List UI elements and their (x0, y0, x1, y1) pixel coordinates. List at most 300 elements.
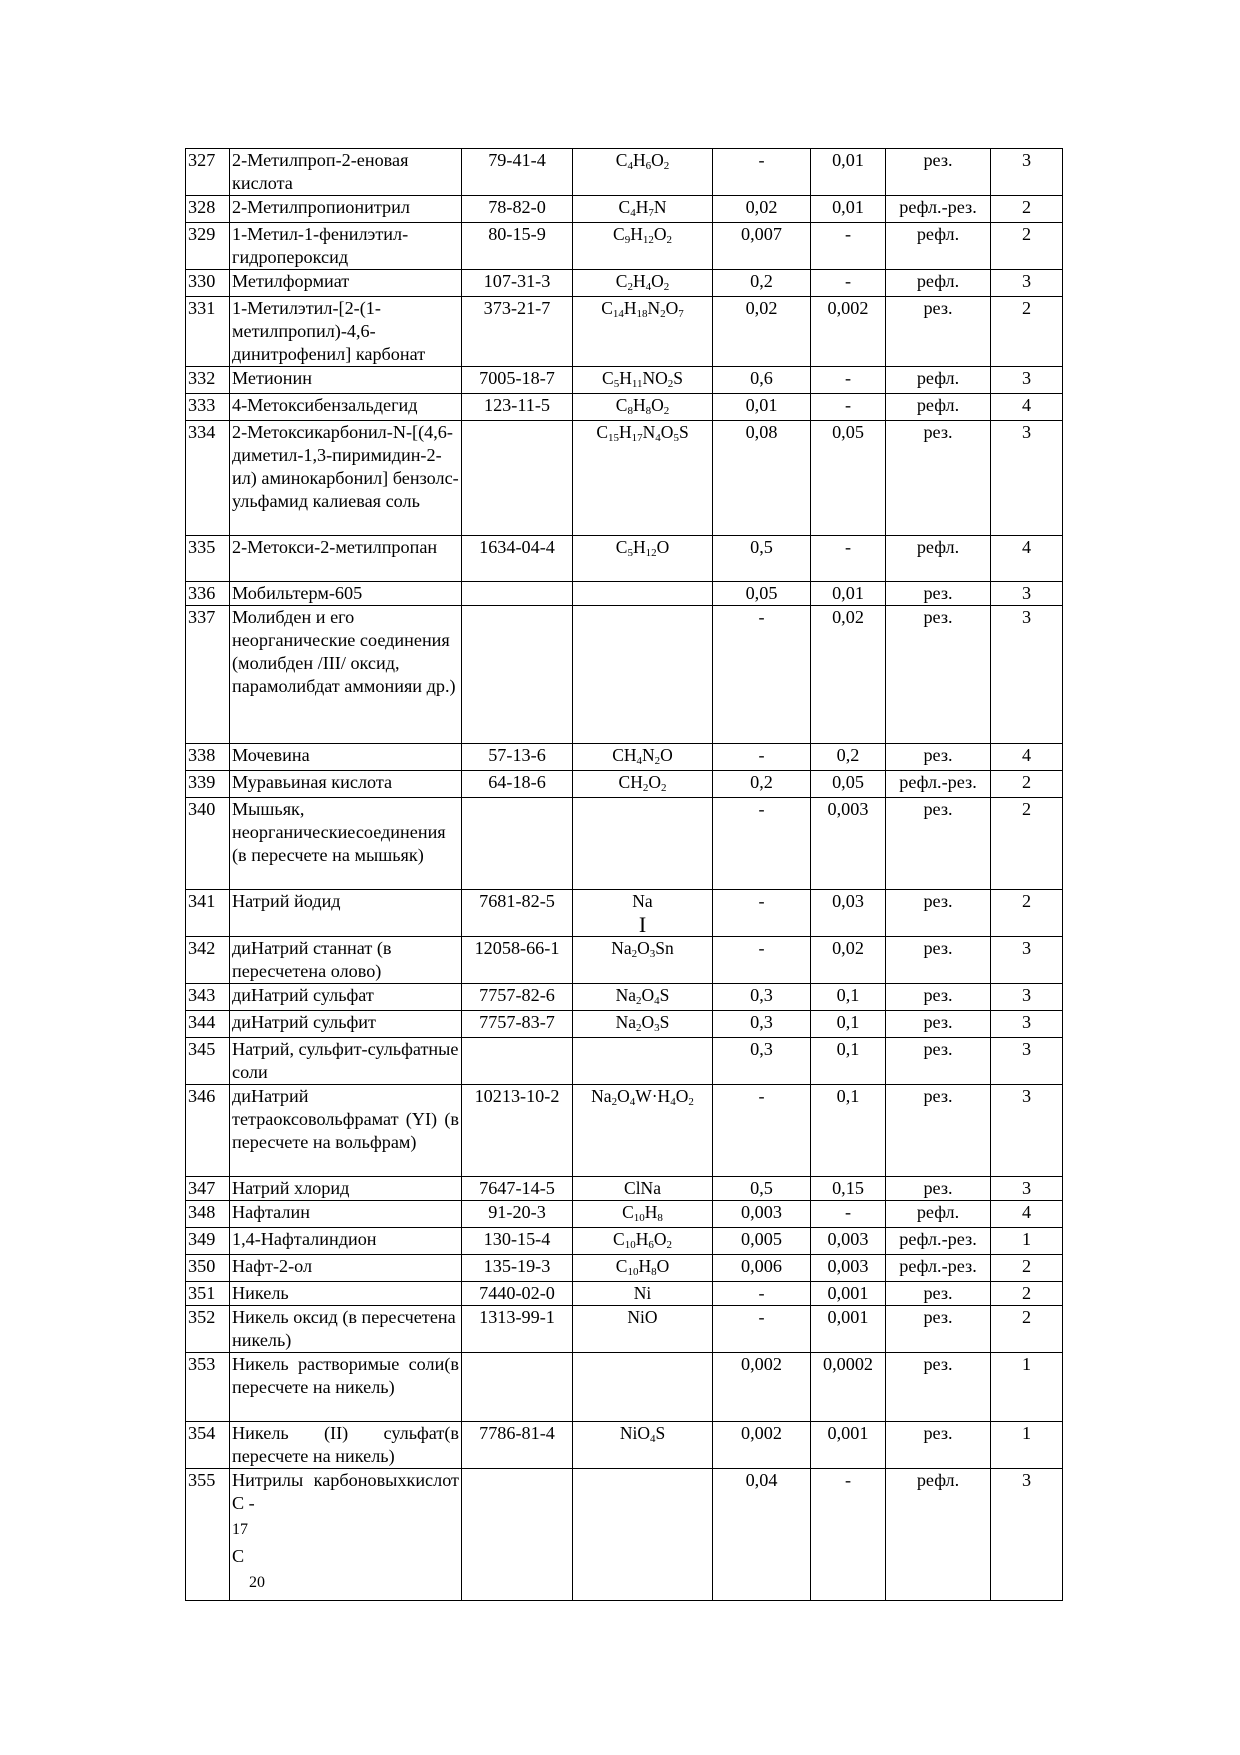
formula-subscript: 4 (627, 160, 633, 172)
formula (573, 223, 713, 270)
row-number: 328 (186, 196, 230, 223)
limit-value-1: 0,005 (713, 1228, 811, 1255)
limit-value-1: 0,3 (713, 1038, 811, 1085)
method: рез. (886, 1422, 991, 1469)
formula-part: O (660, 745, 673, 765)
substance-name: Натрий, сульфит-сульфатные соли (230, 1038, 462, 1085)
row-number: 352 (186, 1306, 230, 1353)
formula-subscript: 2 (631, 948, 638, 960)
limit-value-2: 0,05 (811, 421, 886, 536)
formula-subscript: 4 (629, 1096, 636, 1108)
formula (573, 582, 713, 606)
limit-value-1: - (713, 1282, 811, 1306)
formula-part: Na (611, 938, 632, 958)
formula-subscript: 12 (645, 547, 657, 559)
row-number: 338 (186, 744, 230, 771)
formula-part: O (651, 271, 664, 291)
method: рез. (886, 297, 991, 367)
limit-value-1: 0,002 (713, 1422, 811, 1469)
formula-subscript: 4 (630, 207, 636, 219)
formula-subscript: 2 (636, 1022, 642, 1034)
formula-part: S (673, 368, 683, 388)
row-number: 337 (186, 606, 230, 744)
formula (573, 798, 713, 890)
hazard-class: 3 (991, 984, 1063, 1011)
formula-part: C (613, 224, 625, 244)
method: рез. (886, 606, 991, 744)
cas-number: 7757-83-7 (462, 1011, 573, 1038)
formula-part: H (632, 395, 646, 415)
method: рефл. (886, 1469, 991, 1601)
carbon-range-upper: 17 (232, 1521, 248, 1538)
limit-value-1: 0,3 (713, 984, 811, 1011)
formula-part: C (618, 197, 631, 217)
hazard-class: 3 (991, 937, 1063, 984)
formula-subscript: 12 (642, 234, 654, 246)
limit-value-2: - (811, 536, 886, 582)
cas-number: 1634-04-4 (462, 536, 573, 582)
substance-name: 1,4-Нафталиндион (230, 1228, 462, 1255)
hazard-class: 2 (991, 1306, 1063, 1353)
method: рез. (886, 1011, 991, 1038)
substance-name: 4-Метоксибензальдегид (230, 394, 462, 421)
limit-value-2: 0,001 (811, 1282, 886, 1306)
formula-part: O (648, 772, 661, 792)
row-number: 344 (186, 1011, 230, 1038)
limit-value-1: 0,003 (713, 1201, 811, 1228)
formula (573, 890, 713, 937)
method: рез. (886, 1038, 991, 1085)
method: рез. (886, 1282, 991, 1306)
table-row (186, 937, 1063, 984)
cas-number: 64-18-6 (462, 771, 573, 798)
formula (573, 1201, 713, 1228)
formula (573, 367, 713, 394)
table-row (186, 1353, 1063, 1422)
hazard-class: 3 (991, 1469, 1063, 1601)
limit-value-1: 0,5 (713, 1177, 811, 1201)
cas-number: 12058-66-1 (462, 937, 573, 984)
substance-name: Мышьяк, неорганическиесоединения (в пересчете на мышьяк) (230, 798, 462, 890)
row-number: 354 (186, 1422, 230, 1469)
formula-part: O (651, 150, 664, 170)
formula (573, 606, 713, 744)
table-row (186, 196, 1063, 223)
formula-part: C (615, 271, 628, 291)
limit-value-2: 0,1 (811, 984, 886, 1011)
table-row (186, 1255, 1063, 1282)
hazard-class: 3 (991, 270, 1063, 297)
cas-number: 7647-14-5 (462, 1177, 573, 1201)
row-number: 347 (186, 1177, 230, 1201)
limit-value-2: - (811, 394, 886, 421)
table-row (186, 582, 1063, 606)
formula (573, 421, 713, 536)
limit-value-2: 0,1 (811, 1085, 886, 1177)
formula-part: H (619, 422, 632, 442)
limit-value-2: 0,01 (811, 582, 886, 606)
method: рез. (886, 1353, 991, 1422)
formula-part: H (632, 271, 646, 291)
limit-value-1: - (713, 606, 811, 744)
limit-value-1: 0,05 (713, 582, 811, 606)
method: рефл.-рез. (886, 1255, 991, 1282)
carbon-symbol: С (232, 1546, 245, 1566)
formula-subscript: 4 (654, 995, 660, 1007)
formula-subscript: 2 (660, 782, 667, 794)
formula-part: Sn (655, 938, 674, 958)
cas-number (462, 421, 573, 536)
table-row (186, 984, 1063, 1011)
row-number: 342 (186, 937, 230, 984)
limit-value-2: - (811, 270, 886, 297)
substance-name: диНатрий тетраоксовольфрамат (YI) (в пересчете на вольфрам) (230, 1085, 462, 1177)
hazard-class: 3 (991, 1038, 1063, 1085)
method: рефл.-рез. (886, 771, 991, 798)
table-row (186, 536, 1063, 582)
limit-value-2: 0,0002 (811, 1353, 886, 1422)
limit-value-1: 0,006 (713, 1255, 811, 1282)
formula-part: H (644, 1202, 658, 1222)
table-row (186, 1306, 1063, 1353)
substance-name: Мобильтерм-605 (230, 582, 462, 606)
cas-number: 123-11-5 (462, 394, 573, 421)
limit-value-1: - (713, 798, 811, 890)
hazard-class: 2 (991, 196, 1063, 223)
formula-part: ClNa (624, 1178, 661, 1198)
substance-name: диНатрий станнат (в пересчетена олово) (230, 937, 462, 984)
formula (573, 937, 713, 984)
cas-number: 91-20-3 (462, 1201, 573, 1228)
row-number: 331 (186, 297, 230, 367)
cas-number (462, 582, 573, 606)
cas-number (462, 1038, 573, 1085)
substance-name: диНатрий сульфат (230, 984, 462, 1011)
formula (573, 394, 713, 421)
substance-name: Никель оксид (в пересчетена никель) (230, 1306, 462, 1353)
limit-value-1: 0,02 (713, 297, 811, 367)
formula-part: O (651, 395, 664, 415)
limit-value-2: 0,01 (811, 196, 886, 223)
method: рез. (886, 744, 991, 771)
method: рефл. (886, 367, 991, 394)
row-number: 353 (186, 1353, 230, 1422)
formula-part: NiO (627, 1307, 658, 1327)
method: рез. (886, 582, 991, 606)
table-row (186, 223, 1063, 270)
formula-part: CH (612, 745, 637, 765)
hazard-class: 3 (991, 1085, 1063, 1177)
method: рез. (886, 984, 991, 1011)
formula-subscript: 2 (627, 281, 633, 293)
table-body (186, 149, 1063, 1601)
formula-part: CH (618, 772, 643, 792)
formula-subscript: 8 (651, 1266, 657, 1278)
limit-value-1: 0,08 (713, 421, 811, 536)
table-row (186, 1011, 1063, 1038)
row-number: 349 (186, 1228, 230, 1255)
cas-number: 130-15-4 (462, 1228, 573, 1255)
formula (573, 744, 713, 771)
formula-subscript: 10 (624, 1239, 636, 1251)
table-row (186, 367, 1063, 394)
cas-number: 373-21-7 (462, 297, 573, 367)
formula (573, 1255, 713, 1282)
limit-value-2: 0,03 (811, 890, 886, 937)
formula-part: H (619, 368, 632, 388)
row-number: 345 (186, 1038, 230, 1085)
limit-value-1: 0,007 (713, 223, 811, 270)
formula (573, 1038, 713, 1085)
formula-part: S (659, 985, 670, 1005)
substance-name: 1-Метил-1-фенилэтил-гидропероксид (230, 223, 462, 270)
formula-subscript: 2 (660, 308, 666, 320)
formula-subscript: 2 (636, 995, 642, 1007)
formula-part: O (656, 537, 670, 557)
formula (573, 984, 713, 1011)
hazard-class: 2 (991, 1255, 1063, 1282)
formula-subscript: 8 (657, 1212, 663, 1224)
row-number: 351 (186, 1282, 230, 1306)
formula-part: O (653, 224, 667, 244)
formula-part: O (617, 1086, 630, 1106)
substance-name: 2-Метилпропионитрил (230, 196, 462, 223)
hazard-class: 2 (991, 223, 1063, 270)
hazard-class: 3 (991, 367, 1063, 394)
limit-value-1: - (713, 890, 811, 937)
method: рефл. (886, 223, 991, 270)
method: рез. (886, 937, 991, 984)
formula-part: O (675, 1086, 689, 1106)
row-number: 340 (186, 798, 230, 890)
formula-subscript: 4 (649, 1433, 656, 1445)
row-number: 341 (186, 890, 230, 937)
formula-part: I (638, 912, 647, 937)
limit-value-1: 0,2 (713, 270, 811, 297)
limit-value-2: - (811, 223, 886, 270)
limit-value-2: - (811, 367, 886, 394)
limit-value-2: 0,001 (811, 1306, 886, 1353)
row-number: 343 (186, 984, 230, 1011)
hazard-class: 4 (991, 744, 1063, 771)
formula-subscript: 5 (627, 547, 633, 559)
formula-part: S (678, 422, 689, 442)
formula-part: H (632, 537, 646, 557)
cas-number: 7757-82-6 (462, 984, 573, 1011)
limit-value-1: - (713, 1306, 811, 1353)
method: рез. (886, 149, 991, 196)
formula-subscript: 2 (666, 234, 672, 246)
limit-value-1: - (713, 149, 811, 196)
formula-part: O (641, 1012, 655, 1032)
table-row (186, 798, 1063, 890)
formula (573, 1011, 713, 1038)
formula-part: S (655, 1423, 666, 1443)
formula-subscript: 2 (654, 755, 661, 767)
table-row (186, 1177, 1063, 1201)
formula-subscript: 2 (642, 782, 649, 794)
formula-subscript: 17 (631, 432, 643, 444)
formula-subscript: 2 (666, 1239, 672, 1251)
cas-number: 80-15-9 (462, 223, 573, 270)
substance-name: Никель растворимые соли(в пересчете на никель) (230, 1353, 462, 1422)
method: рефл. (886, 536, 991, 582)
cas-number: 7005-18-7 (462, 367, 573, 394)
table-row (186, 1469, 1063, 1601)
limit-value-1: 0,2 (713, 771, 811, 798)
substance-name: Мочевина (230, 744, 462, 771)
formula-subscript: 4 (655, 432, 661, 444)
formula (573, 1228, 713, 1255)
substance-name: Метионин (230, 367, 462, 394)
substance-name: 2-Метокси-2-метилпропан (230, 536, 462, 582)
formula-part: C (615, 537, 628, 557)
substance-name: Молибден и его неорганические соединения (молибден /III/ оксид, парамолибдат аммонияи др.) (230, 606, 462, 744)
formula-subscript: 2 (663, 405, 670, 417)
formula-part: N (642, 422, 656, 442)
limit-value-2: 0,002 (811, 297, 886, 367)
cas-number: 79-41-4 (462, 149, 573, 196)
formula (573, 1306, 713, 1353)
formula-subscript: 8 (627, 405, 633, 417)
limit-value-2: 0,05 (811, 771, 886, 798)
formula-subscript: 2 (688, 1096, 694, 1108)
row-number: 336 (186, 582, 230, 606)
substance-name: 2-Метоксикарбонил-N-[(4,6-диметил-1,3-пиримидин-2-ил) аминокарбонил] бензолс-ульфамид калиевая соль (230, 421, 462, 536)
formula-subscript: 3 (654, 1022, 660, 1034)
formula-subscript: 2 (663, 281, 670, 293)
row-number: 332 (186, 367, 230, 394)
formula-part: O (656, 1256, 670, 1276)
hazard-class: 3 (991, 421, 1063, 536)
formula-part: O (637, 938, 650, 958)
hazard-class: 3 (991, 606, 1063, 744)
formula (573, 1353, 713, 1422)
hazard-class: 1 (991, 1353, 1063, 1422)
substance-name: диНатрий сульфит (230, 1011, 462, 1038)
substance-name: Муравьиная кислота (230, 771, 462, 798)
row-number: 334 (186, 421, 230, 536)
table-row (186, 149, 1063, 196)
substance-name: Натрий йодид (230, 890, 462, 937)
limit-value-2: 0,003 (811, 798, 886, 890)
formula-subscript: 4 (670, 1096, 676, 1108)
cas-number: 7681-82-5 (462, 890, 573, 937)
limit-value-1: 0,01 (713, 394, 811, 421)
limit-value-2: - (811, 1201, 886, 1228)
formula-part: NO (642, 368, 668, 388)
table-row (186, 1282, 1063, 1306)
hazard-class: 3 (991, 1177, 1063, 1201)
substance-name: 1-Метилэтил-[2-(1-метилпропил)-4,6-динитрофенил] карбонат (230, 297, 462, 367)
formula-part: C (602, 368, 614, 388)
table-row (186, 270, 1063, 297)
method: рефл.-рез. (886, 196, 991, 223)
formula-subscript: 6 (648, 1239, 654, 1251)
formula-subscript: 4 (636, 755, 643, 767)
formula-subscript: 2 (611, 1096, 618, 1108)
hazard-class: 2 (991, 771, 1063, 798)
formula (573, 1422, 713, 1469)
formula-part: O (653, 1229, 667, 1249)
limit-value-1: 0,002 (713, 1353, 811, 1422)
formula-part: C (613, 1229, 625, 1249)
formula-part: N (642, 745, 655, 765)
formula-part: Ni (633, 1283, 652, 1303)
formula-part: H (630, 224, 643, 244)
row-number: 346 (186, 1085, 230, 1177)
hazard-class: 4 (991, 394, 1063, 421)
substance-name: Никель (230, 1282, 462, 1306)
hazard-class: 3 (991, 149, 1063, 196)
formula-part: Na (615, 1012, 637, 1032)
substance-name: 2-Метилпроп-2-еновая кислота (230, 149, 462, 196)
method: рефл. (886, 394, 991, 421)
limit-value-1: 0,3 (713, 1011, 811, 1038)
formula-subscript: 9 (624, 234, 631, 246)
formula-subscript: 2 (663, 160, 670, 172)
limit-value-2: 0,02 (811, 606, 886, 744)
limit-value-1: 0,04 (713, 1469, 811, 1601)
row-number: 355 (186, 1469, 230, 1601)
hazard-class: 2 (991, 297, 1063, 367)
limit-value-1: 0,6 (713, 367, 811, 394)
table-row (186, 1085, 1063, 1177)
formula (573, 196, 713, 223)
formula (573, 1469, 713, 1601)
cas-number (462, 1469, 573, 1601)
hazard-class: 1 (991, 1422, 1063, 1469)
formula-part: C (601, 298, 613, 318)
formula-part: C (615, 1256, 628, 1276)
formula-part: NiO (619, 1423, 650, 1443)
row-number: 350 (186, 1255, 230, 1282)
table-row (186, 890, 1063, 937)
formula-part: C (622, 1202, 634, 1222)
method: рефл. (886, 1201, 991, 1228)
method: рез. (886, 1085, 991, 1177)
formula-part: W·H (635, 1086, 671, 1106)
formula-part: O (660, 422, 674, 442)
method: рез. (886, 1177, 991, 1201)
formula-part: Na (591, 1086, 612, 1106)
hazard-class: 2 (991, 798, 1063, 890)
row-number: 330 (186, 270, 230, 297)
carbon-range-lower: 20 (249, 1574, 265, 1591)
formula-part: H (632, 150, 646, 170)
substance-name: Нафталин (230, 1201, 462, 1228)
formula-subscript: 2 (667, 378, 674, 390)
substance-name-text: Нитрилы карбоновыхкислот С - (232, 1470, 459, 1513)
limit-value-2: - (811, 1469, 886, 1601)
cas-number: 1313-99-1 (462, 1306, 573, 1353)
formula-part: Na (615, 985, 637, 1005)
cas-number: 57-13-6 (462, 744, 573, 771)
cas-number: 10213-10-2 (462, 1085, 573, 1177)
formula-subscript: 3 (649, 948, 656, 960)
cas-number (462, 1353, 573, 1422)
formula-subscript: 5 (673, 432, 679, 444)
limit-value-2: 0,1 (811, 1011, 886, 1038)
formula-part: O (665, 298, 679, 318)
formula-part: O (641, 985, 655, 1005)
row-number: 339 (186, 771, 230, 798)
hazard-class: 3 (991, 582, 1063, 606)
method: рез. (886, 798, 991, 890)
formula (573, 536, 713, 582)
limit-value-2: 0,003 (811, 1255, 886, 1282)
formula (573, 1282, 713, 1306)
